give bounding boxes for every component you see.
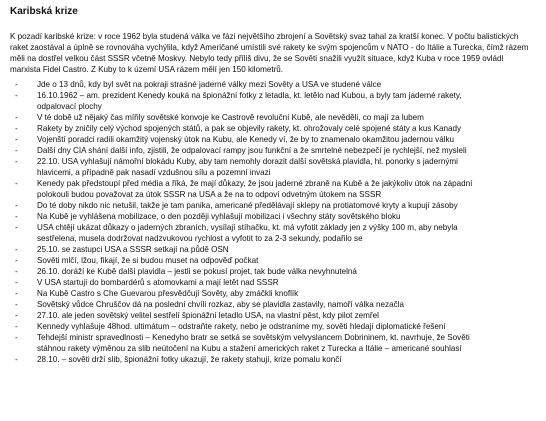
bullet-dash: - [15, 256, 18, 265]
event-text: Kennedy vyhlašuje 48hod. ultimátum – odstraňte rakety, nebo je odstraníme my, sověti hledají diplomatické řešení [37, 322, 446, 331]
event-list-item [10, 200, 536, 211]
event-list-item [10, 277, 536, 288]
event-list-item [10, 332, 536, 354]
event-list-item [10, 134, 536, 145]
event-list-item [10, 211, 536, 222]
bullet-dash: - [15, 201, 18, 210]
event-text: 22.10. USA vyhlašují námořní blokádu Kuby, aby tam nemohly dorazit další sovětská plavidla, hl. ponorky s jadernými hlavicemi, a případně pak nasadí vzdušnou sílu a pozemní invazi [37, 157, 458, 177]
event-list [10, 79, 536, 365]
intro-paragraph: K pozadí karibské krize: v roce 1962 byla studená válka ve fázi největšího zbrojení a Sovětský svaz tahal za kratší konec. V počtu balistických raket zaostával a úplně se rovnováha vychýlila, když Američané umístili své rakety ke svým spojencům v NATO - do Itálie a Turecka, čímž rázem měli na dostřel velkou část SSSR včetně Moskvy. Nebylo tedy příliš divu, že se Sověti snažili využít situace, když Kuba v roce 1959 ovládl marxista Fidel Castro. Z Kuby to k území USA rázem mělí jen 150 kilometrů. [10, 32, 529, 74]
bullet-dash: - [15, 212, 18, 221]
event-list-item [10, 354, 536, 365]
event-text: V té době už nějaký čas mířily sovětské konvoje ke Castrově revoluční Kubě, ale nevěděli, co mají za lubem [37, 113, 424, 122]
event-text: Další dny CIA shání další info, zjistili, že odpalovací rampy jsou funkční a že smrtelné nebezpečí je rychlejší, než mysleli [37, 146, 467, 155]
event-list-item [10, 178, 536, 200]
bullet-dash: - [15, 113, 18, 122]
event-text: 25.10. se zastupci USA a SSSR setkají na půdě OSN [37, 245, 229, 254]
event-list-item [10, 222, 536, 244]
bullet-dash: - [15, 245, 18, 254]
event-list-item [10, 299, 536, 310]
event-text: V USA startují do bombardérů s atomovkami a mají letět nad SSSR [37, 278, 279, 287]
event-text: 16.10.1962 – am. prezident Kenedy kouká na špionážní fotky z letadla, kt. letělo nad Kubou, a byly tam jaderné rakety, odpalovací plochy [37, 91, 462, 111]
event-text: Na Kubě je vyhlášena mobilizace, o den později vyhlašují mobilizaci i všechny státy sovětského bloku [37, 212, 401, 221]
bullet-dash: - [15, 157, 18, 166]
bullet-dash: - [15, 80, 18, 89]
event-list-item [10, 90, 536, 112]
event-list-item [10, 288, 536, 299]
event-text: Do té doby nikdo nic netušil, takže je tam panika, americané předělávají sklepy na protiatomové kryty a kupují zásoby [37, 201, 458, 210]
event-text: Jde o 13 dnů, kdy byl svět na pokraji straśné jaderné války mezi Sověty a USA ve studené válce [37, 80, 382, 89]
document-title: Karibská krize [10, 6, 78, 17]
event-text: Sověti mlčí, lžou, fikají, že si budou muset na odpověď počkat [37, 256, 259, 265]
event-list-item [10, 310, 536, 321]
event-list-item [10, 244, 536, 255]
bullet-dash: - [15, 267, 18, 276]
bullet-dash: - [15, 223, 18, 232]
bullet-dash: - [15, 333, 18, 342]
event-text: Sovětský vůdce Chruščov dá na poslední chvíli rozkaz, aby se plavidla zastavily, namoří válka nezačla [37, 300, 404, 309]
bullet-dash: - [15, 91, 18, 100]
bullet-dash: - [15, 135, 18, 144]
event-text: 26.10. doráží ke Kubě další plavidla – jestli se pokusí projet, tak bude válka nevyhnutelná [37, 267, 357, 276]
event-text: Tehdejší ministr spravedlnosti – Kenedyho bratr se setká se sovětským velvyslancem Dobrininem, kt. navrhuje, že Sověti stáhnou rakety výměnou za slib neútočení na Kubu a stažení amerických raket z Turecka a Itálie – americané souhlasí [37, 333, 470, 353]
event-text: Rakety by zničily celý východ spojených států, a pak se objevily rakety, kt. ohrožovaly celé spojené státy a kus Kanady [37, 124, 462, 133]
event-text: Vojenští poradci radili okamžitý vojenský útok na Kubu, ale Kenedy ví, že by to znamenalo okamžitou jadernou válku [37, 135, 455, 144]
bullet-dash: - [15, 146, 18, 155]
bullet-dash: - [15, 278, 18, 287]
event-list-item [10, 255, 536, 266]
event-text: Na Kubě Castro s Che Guevarou přesvědčují Sověty, aby zmáčkli knoflík [37, 289, 299, 298]
event-text: 27.10. ale jeden sovětský velitel sestřelí špionážní letadlo USA, na vlastní pěst, kdy pilot zemřel [37, 311, 379, 320]
bullet-dash: - [15, 355, 18, 364]
event-list-item [10, 112, 536, 123]
bullet-dash: - [15, 322, 18, 331]
event-list-item [10, 156, 536, 178]
bullet-dash: - [15, 124, 18, 133]
bullet-dash: - [15, 311, 18, 320]
event-text: 28.10. – sověti drží slib, špionážní fotky ukazují, že rakety stahují, krize pomalu končí [37, 355, 342, 364]
event-list-item [10, 321, 536, 332]
event-list-item [10, 145, 536, 156]
event-list-item [10, 123, 536, 134]
event-list-item [10, 266, 536, 277]
event-list-item [10, 79, 536, 90]
event-text: USA chtějí ukázat důkazy o jaderných zbraních, vysílají stíhačku, kt. má vyfotit základy jen z výšky 100 m, aby nebyla sestřelena, musela dodržovat nadzvukovou rychlost a vyfotit to za 2-3 sekundy, podařilo se [37, 223, 458, 243]
bullet-dash: - [15, 289, 18, 298]
event-text: Kenedy pak předstoupí před média a říká, že mají důkazy, že jsou jaderné zbraně na Kubě a že jakýkoliv útok na západní polokouli budou považovat za útok SSSR na USA a že na to odpoví odvetným útokem na SSSR [37, 179, 473, 199]
bullet-dash: - [15, 179, 18, 188]
bullet-dash: - [15, 300, 18, 309]
